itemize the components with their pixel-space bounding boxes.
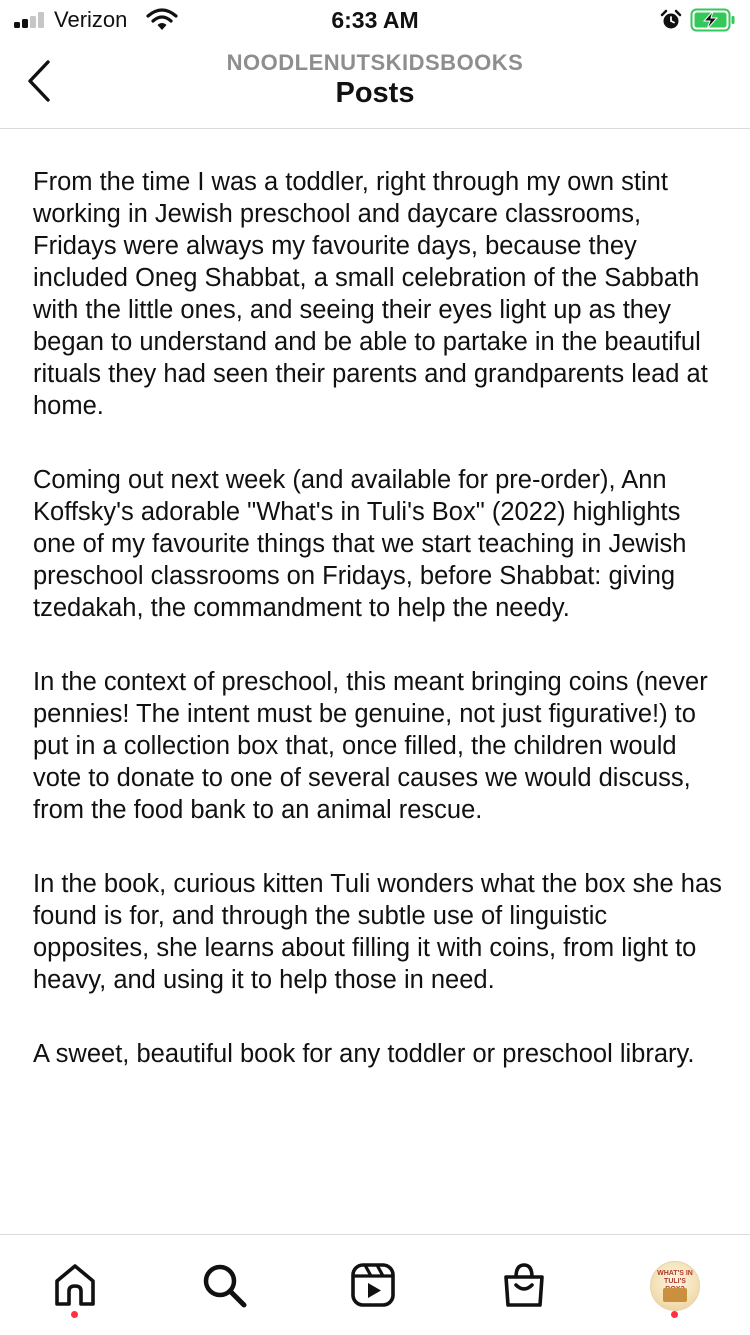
battery-charging-icon (690, 7, 736, 33)
bottom-nav (0, 1234, 750, 1335)
page-title: Posts (335, 77, 415, 109)
profile-avatar[interactable] (650, 1261, 700, 1311)
reels-icon (349, 1261, 397, 1309)
nav-shop[interactable] (494, 1257, 554, 1317)
caption-paragraph: In the context of preschool, this meant bringing coins (never pennies! The intent must be genuine, not just figurative!) to put in a collection box that, once filled, the children would vote to donate to one of several causes we would discuss, from the food bank to an animal rescue. (33, 668, 708, 824)
header (0, 40, 750, 129)
shop-icon (500, 1261, 548, 1309)
caption-paragraph: A sweet, beautiful book for any toddler or preschool library. (33, 1040, 695, 1068)
home-icon (51, 1261, 99, 1309)
notification-dot (71, 1311, 78, 1318)
status-time: 6:33 AM (331, 7, 419, 33)
post-caption (33, 166, 723, 1112)
account-username[interactable]: NOODLENUTSKIDSBOOKS (226, 50, 524, 75)
nav-reels[interactable] (343, 1257, 403, 1317)
caption-paragraph: In the book, curious kitten Tuli wonders what the box she has found is for, and through the subtle use of linguistic opposites, she learns about filling it with coins, from light to heavy, and using it to help those in need. (33, 870, 722, 994)
status-bar (0, 0, 750, 40)
avatar-book-title: WHAT'S IN TULI'S (657, 1270, 693, 1285)
notification-dot (671, 1311, 678, 1318)
nav-home[interactable] (45, 1257, 105, 1317)
search-icon (200, 1261, 248, 1309)
alarm-icon (660, 9, 682, 31)
caption-paragraph: Coming out next week (and available for pre-order), Ann Koffsky's adorable "What's in Tuli's Box" (2022) highlights one of my favourite things that we start teaching in Jewish preschool classrooms on Fridays, before Shabbat: giving tzedakah, the commandment to help the needy. (33, 466, 687, 622)
nav-search[interactable] (194, 1257, 254, 1317)
caption-paragraph: From the time I was a toddler, right through my own stint working in Jewish preschool and daycare classrooms, Fridays were always my favourite days, because they included Oneg Shabbat, a small celebration of the Sabbath with the little ones, and seeing their eyes light up as they began to understand and be able to partake in the beautiful rituals they had seen their parents and grandparents lead at home. (33, 168, 708, 420)
avatar-box-illustration (663, 1288, 687, 1302)
carrier-name: Verizon (54, 7, 128, 32)
